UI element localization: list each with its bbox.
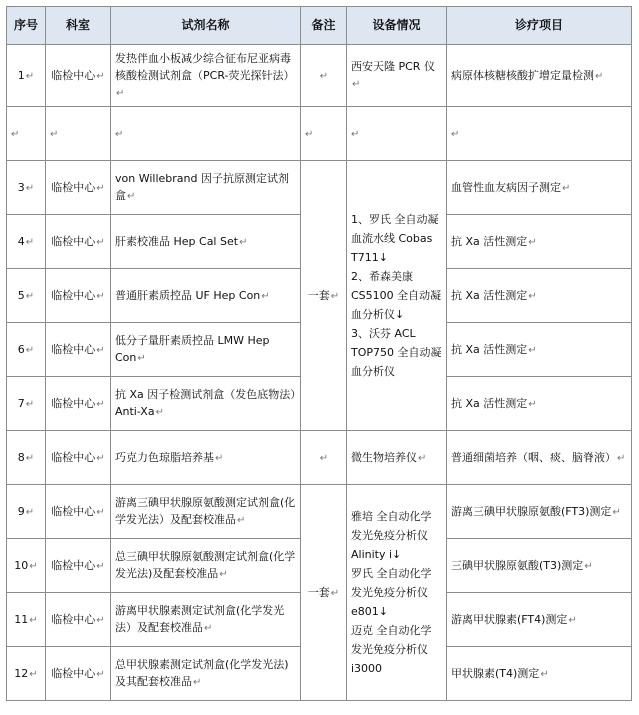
paragraph-mark: ↵ (25, 452, 35, 464)
paragraph-mark: ↵ (612, 506, 621, 518)
reagent-name-cell: 总甲状腺素测定试剂盒(化学发光法)及其配套校准品↵ (111, 647, 301, 701)
paragraph-mark: ↵ (96, 290, 105, 302)
department-cell: 临检中心↵ (46, 215, 111, 269)
department-cell: 临检中心↵ (46, 377, 111, 431)
paragraph-mark: ↵ (568, 614, 577, 626)
row-number: 9↵ (7, 485, 46, 539)
note-cell-merged: 一套↵ (301, 485, 347, 701)
paragraph-mark: ↵ (29, 560, 38, 572)
paragraph-mark: ↵ (418, 452, 427, 464)
department-cell: 临检中心↵ (46, 269, 111, 323)
paragraph-mark: ↵ (215, 452, 224, 464)
header-cell: 诊疗项目 (447, 7, 632, 45)
equipment-cell: 西安天隆 PCR 仪↵ (347, 45, 447, 107)
paragraph-mark: ↵ (96, 70, 105, 82)
reagent-name-cell: 肝素校准品 Hep Cal Set↵ (111, 215, 301, 269)
table-row (7, 485, 632, 539)
item-cell: 三碘甲状腺原氨酸(T3)测定↵ (447, 539, 632, 593)
equipment-cell-merged: 雅培 全自动化学发光免疫分析仪 Alinity i↓ 罗氏 全自动化学发光免疫分析仪 e801↓ 迈克 全自动化学发光免疫分析仪 i3000 (347, 485, 447, 701)
row-number: 11↵ (7, 593, 46, 647)
paragraph-mark: ↵ (352, 79, 361, 90)
row-number: 12↵ (7, 647, 46, 701)
reagent-name-cell: von Willebrand 因子抗原测定试剂盒↵ (111, 161, 301, 215)
note-cell (301, 45, 347, 107)
paragraph-mark: ↵ (96, 668, 105, 680)
item-cell: 抗 Xa 活性测定↵ (447, 377, 632, 431)
header-cell: 科室 (46, 7, 111, 45)
row-number: 7↵ (7, 377, 46, 431)
paragraph-mark: ↵ (617, 452, 626, 464)
paragraph-mark: ↵ (96, 182, 105, 194)
paragraph-mark: ↵ (96, 344, 105, 356)
table-row (7, 431, 632, 485)
item-cell: 普通细菌培养（咽、痰、脑脊液）↵ (447, 431, 632, 485)
note-cell-merged: 一套↵ (301, 161, 347, 431)
reagent-name-cell: 游离甲状腺素测定试剂盒(化学发光法）及配套校准品↵ (111, 593, 301, 647)
paragraph-mark: ↵ (50, 128, 59, 140)
paragraph-mark: ↵ (528, 344, 537, 356)
paragraph-mark: ↵ (562, 182, 571, 194)
paragraph-mark: ↵ (96, 560, 105, 572)
paragraph-mark: ↵ (96, 614, 105, 626)
paragraph-mark: ↵ (239, 236, 248, 248)
item-cell: 游离甲状腺素(FT4)测定↵ (447, 593, 632, 647)
paragraph-mark: ↵ (193, 677, 202, 688)
paragraph-mark: ↵ (305, 128, 314, 140)
header-cell: 备注 (301, 7, 347, 45)
paragraph-mark: ↵ (319, 452, 329, 464)
item-cell: 抗 Xa 活性测定↵ (447, 323, 632, 377)
paragraph-mark: ↵ (11, 128, 20, 140)
item-cell: 抗 Xa 活性测定↵ (447, 215, 632, 269)
paragraph-mark: ↵ (451, 128, 460, 140)
item-cell (447, 107, 632, 161)
table-row (7, 45, 632, 107)
reagent-name-cell (111, 107, 301, 161)
department-cell: 临检中心↵ (46, 485, 111, 539)
department-cell: 临检中心↵ (46, 45, 111, 107)
reagent-name-cell: 游离三碘甲状腺原氨酸测定试剂盒(化学发光法）及配套校准品↵ (111, 485, 301, 539)
reagent-name-cell: 普通肝素质控品 UF Hep Con↵ (111, 269, 301, 323)
paragraph-mark: ↵ (96, 398, 105, 410)
equipment-cell: 微生物培养仪↵ (347, 431, 447, 485)
department-cell: 临检中心↵ (46, 161, 111, 215)
paragraph-mark: ↵ (155, 407, 164, 418)
reagent-name-cell: 低分子量肝素质控品 LMW Hep Con↵ (111, 323, 301, 377)
header-cell: 试剂名称 (111, 7, 301, 45)
paragraph-mark: ↵ (584, 560, 593, 572)
header-cell: 序号 (7, 7, 46, 45)
department-cell: 临检中心↵ (46, 593, 111, 647)
paragraph-mark: ↵ (528, 236, 537, 248)
row-number: 6↵ (7, 323, 46, 377)
paragraph-mark: ↵ (127, 191, 136, 202)
row-number: 1↵ (7, 45, 46, 107)
department-cell: 临检中心↵ (46, 539, 111, 593)
paragraph-mark: ↵ (25, 344, 35, 356)
note-cell (301, 431, 347, 485)
paragraph-mark: ↵ (204, 623, 213, 634)
department-cell: 临检中心↵ (46, 323, 111, 377)
item-cell: 抗 Xa 活性测定↵ (447, 269, 632, 323)
paragraph-mark: ↵ (96, 506, 105, 518)
equipment-cell-merged: 1、罗氏 全自动凝血流水线 Cobas T711↓ 2、希森美康 CS5100 全自动凝血分析仪↓ 3、沃芬 ACL TOP750 全自动凝血分析仪 (347, 161, 447, 431)
paragraph-mark: ↵ (237, 515, 246, 526)
paragraph-mark: ↵ (29, 668, 38, 680)
paragraph-mark: ↵ (540, 668, 549, 680)
paragraph-mark: ↵ (25, 236, 35, 248)
paragraph-mark: ↵ (261, 290, 270, 302)
paragraph-mark: ↵ (115, 128, 124, 140)
reagent-name-cell: 抗 Xa 因子检测试剂盒（发色底物法）Anti-Xa↵ (111, 377, 301, 431)
paragraph-mark: ↵ (25, 70, 35, 82)
item-cell: 病原体核糖核酸扩增定量检测↵ (447, 45, 632, 107)
department-cell: 临检中心↵ (46, 647, 111, 701)
reagent-name-cell: 巧克力色琼脂培养基↵ (111, 431, 301, 485)
paragraph-mark: ↵ (330, 587, 340, 599)
paragraph-mark: ↵ (116, 87, 125, 99)
note-cell (301, 107, 347, 161)
item-cell: 血管性血友病因子测定↵ (447, 161, 632, 215)
row-number: 3↵ (7, 161, 46, 215)
paragraph-mark: ↵ (29, 614, 38, 626)
row-number: 8↵ (7, 431, 46, 485)
paragraph-mark: ↵ (25, 506, 35, 518)
header-cell: 设备情况 (347, 7, 447, 45)
reagent-name-cell: 总三碘甲状腺原氨酸测定试剂盒(化学发光法)及配套校准品↵ (111, 539, 301, 593)
paragraph-mark: ↵ (330, 290, 340, 302)
reagent-name-cell: 发热伴血小板减少综合征布尼亚病毒核酸检测试剂盒（PCR-荧光探针法）↵ (111, 45, 301, 107)
paragraph-mark: ↵ (25, 182, 35, 194)
department-cell (46, 107, 111, 161)
paragraph-mark: ↵ (319, 70, 329, 82)
paragraph-mark: ↵ (25, 290, 35, 302)
table-row (7, 161, 632, 215)
paragraph-mark: ↵ (25, 398, 35, 410)
row-number: 4↵ (7, 215, 46, 269)
row-number (7, 107, 46, 161)
table-row (7, 107, 632, 161)
paragraph-mark: ↵ (137, 353, 146, 364)
item-cell: 甲状腺素(T4)测定↵ (447, 647, 632, 701)
reagent-table (6, 6, 632, 701)
item-cell: 游离三碘甲状腺原氨酸(FT3)测定↵ (447, 485, 632, 539)
equipment-cell (347, 107, 447, 161)
paragraph-mark: ↵ (351, 128, 360, 140)
row-number: 5↵ (7, 269, 46, 323)
paragraph-mark: ↵ (528, 290, 537, 302)
paragraph-mark: ↵ (595, 70, 604, 82)
paragraph-mark: ↵ (96, 236, 105, 248)
row-number: 10↵ (7, 539, 46, 593)
paragraph-mark: ↵ (96, 452, 105, 464)
table-header-row (7, 7, 632, 45)
paragraph-mark: ↵ (528, 398, 537, 410)
paragraph-mark: ↵ (219, 569, 228, 580)
department-cell: 临检中心↵ (46, 431, 111, 485)
